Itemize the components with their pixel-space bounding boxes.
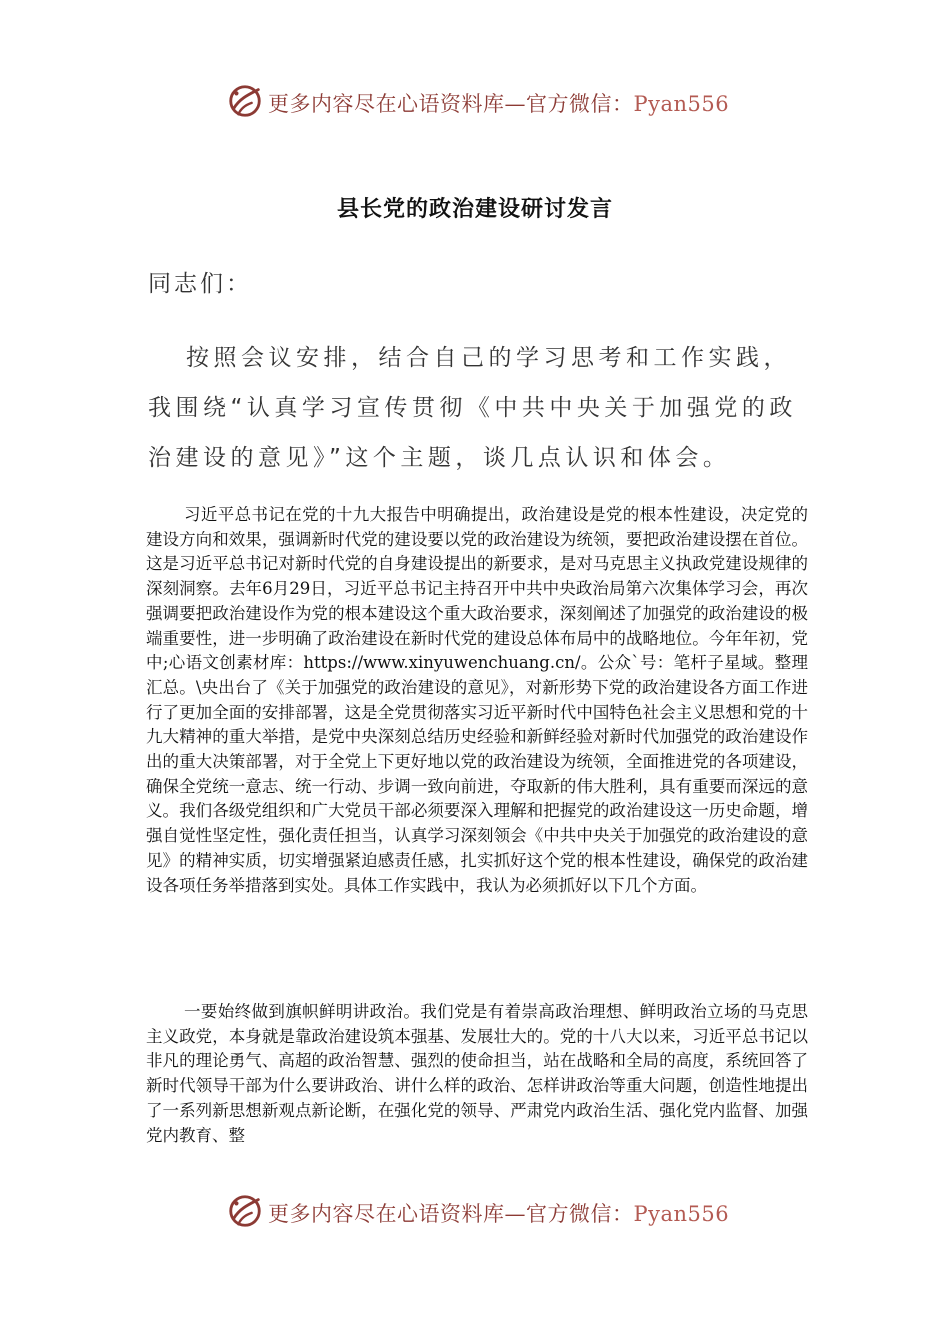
body-paragraph-1: 习近平总书记在党的十九大报告中明确提出，政治建设是党的根本性建设，决定党的建设方向和效果，强调新时代党的建设要以党的政治建设为统领，要把政治建设摆在首位。这是习近平总书记对新时代党的自身建设提出的新要求，是对马克思主义执政党建设规律的深刻洞察。去年6月29日，习近平总书记主持召开中共中央政治局第六次集体学习会，再次强调要把政治建设作为党的根本建设这个重大政治要求，深刻阐述了加强党的政治建设的极端重要性，进一步明确了政治建设在新时代党的建设总体布局中的战略地位。今年年初，党中;心语文创素材库：https://www.xinyuwenchuang.cn/。公众`号：笔杆子星域。整理汇总。\央出台了《关于加强党的政治建设的意见》，对新形势下党的政治建设各方面工作进行了更加全面的安排部署，这是全党贯彻落实习近平新时代中国特色社会主义思想和党的十九大精神的重大举措，是党中央深刻总结历史经验和新鲜经验对新时代加强党的政治建设作出的重大决策部署，对于全党上下更好地以党的政治建设为统领，全面推进党的各项建设，确保全党统一意志、统一行动、步调一致向前进，夺取新的伟大胜利，具有重要而深远的意义。我们各级党组织和广大党员干部必须要深入理解和把握党的政治建设这一历史命题，增强自觉性坚定性，强化责任担当，认真学习深刻领会《中共中央关于加强党的政治建设的意见》的精神实质，切实增强紧迫感责任感，扎实抓好这个党的根本性建设，确保党的政治建设各项任务举措落到实处。具体工作实践中，我认为必须抓好以下几个方面。 (146, 505, 808, 895)
greeting: 同志们： (148, 271, 252, 297)
watermark-text (268, 1198, 729, 1228)
watermark-label: 更多内容尽在心语资料库—官方微信： (268, 1202, 634, 1226)
intro-paragraph: 按照会议安排，结合自己的学习思考和工作实践，我围绕“认真学习宣传贯彻《中共中央关于加强党的政治建设的意见》”这个主题，谈几点认识和体会。 (148, 345, 797, 471)
ink-logo-icon (226, 1192, 264, 1230)
watermark-banner-bottom (0, 1188, 950, 1236)
body-paragraph-2: 一要始终做到旗帜鲜明讲政治。我们党是有着崇高政治理想、鲜明政治立场的马克思主义政党，本身就是靠政治建设筑本强基、发展壮大的。党的十八大以来，习近平总书记以非凡的理论勇气、高超的政治智慧、强烈的使命担当，站在战略和全局的高度，系统回答了新时代领导干部为什么要讲政治、讲什么样的政治、怎样讲政治等重大问题，创造性地提出了一系列新思想新观点新论断，在强化党的领导、严肃党内政治生活、强化党内监督、加强党内教育、整 (146, 1002, 808, 1145)
watermark-wechat-id: Pyan556 (633, 92, 730, 116)
watermark-banner-top (0, 78, 950, 126)
document-title: 县长党的政治建设研讨发言 (336, 197, 613, 222)
watermark-text (268, 88, 729, 118)
watermark-wechat-id: Pyan556 (633, 1202, 730, 1226)
ink-logo-icon (226, 82, 264, 120)
watermark-label: 更多内容尽在心语资料库—官方微信： (268, 92, 634, 116)
